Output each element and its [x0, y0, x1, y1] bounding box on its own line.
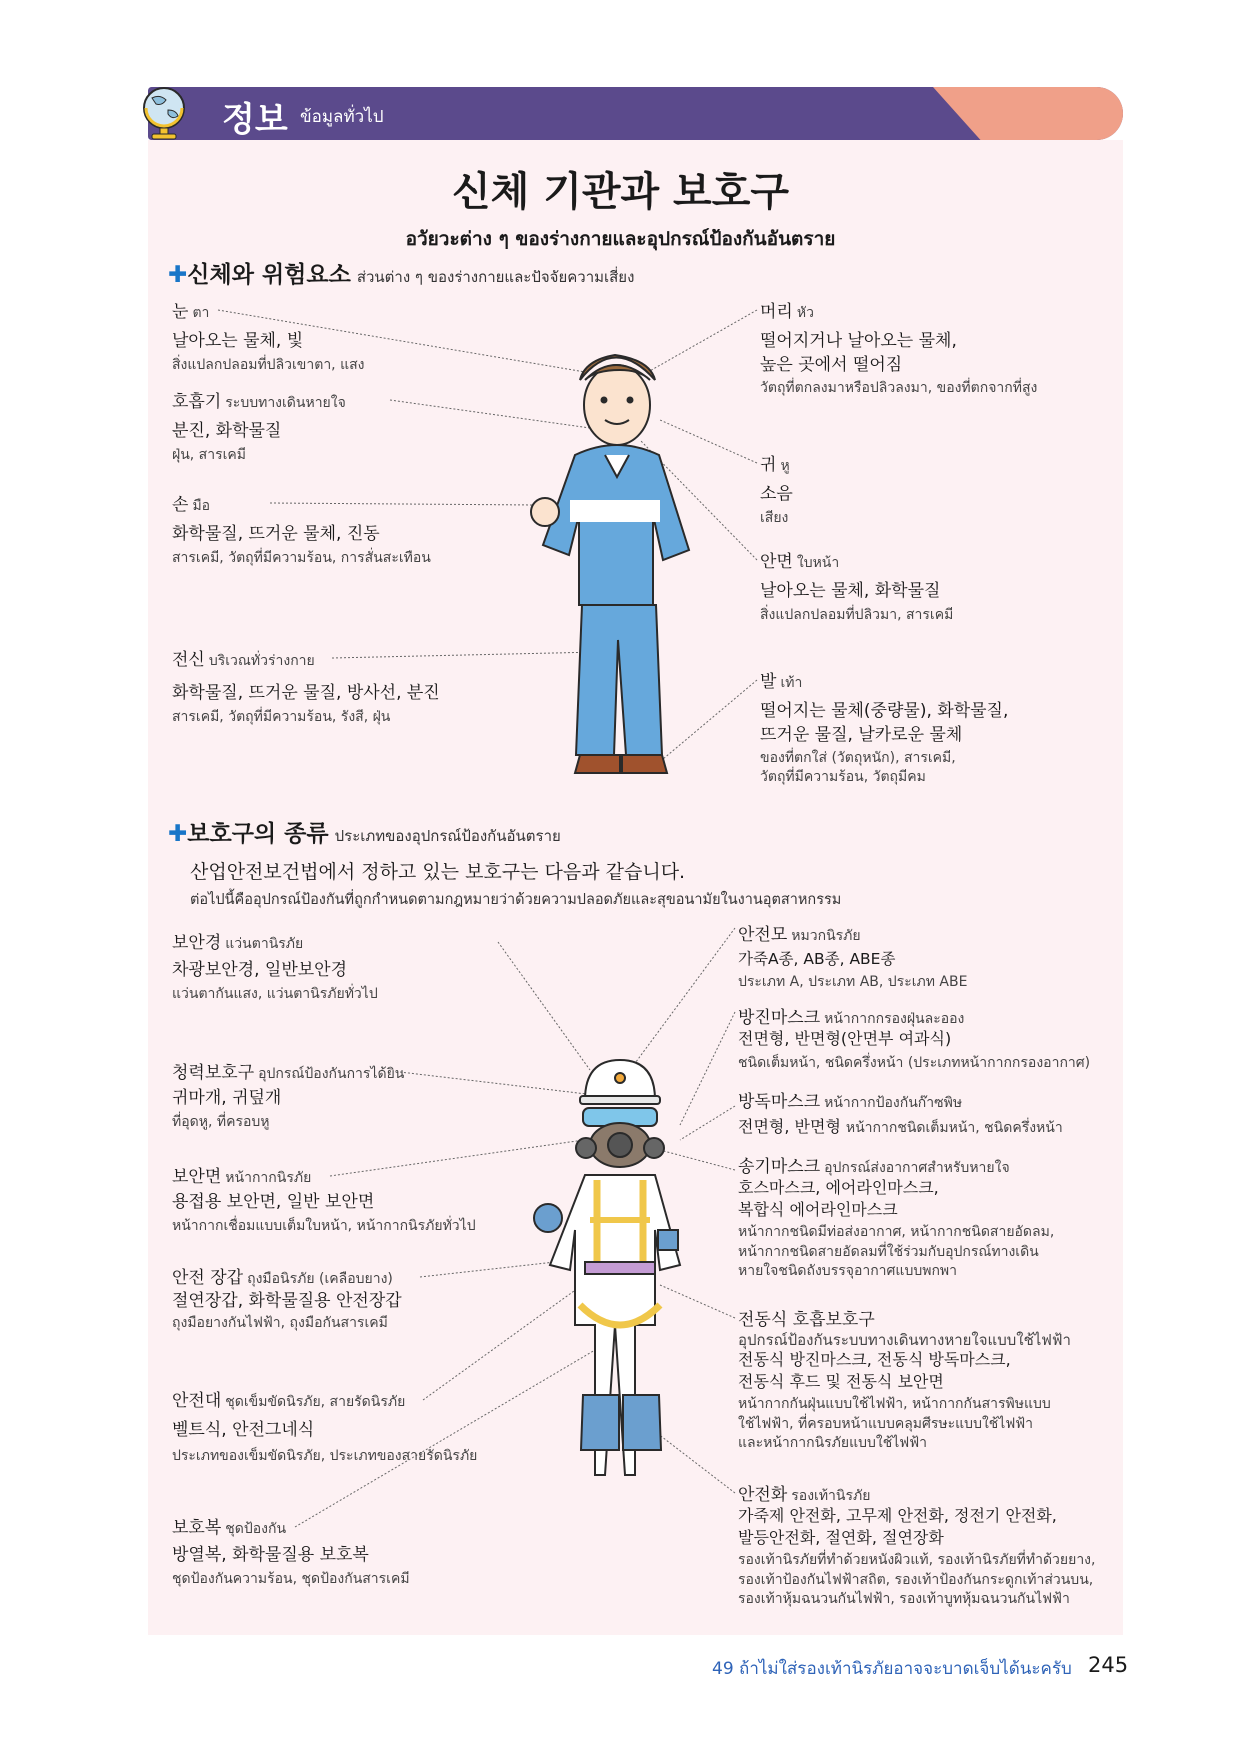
ppe-safety-gloves: 안전 장갑 ถุงมือนิรภัย (เคลือบยาง) 절연장갑, 화학물질용 안전장갑 ถุงมือยางกันไฟฟ้า, ถุงมือกันสารเคมี: [172, 1268, 402, 1331]
ppe-safety-glasses: 보안경 แว่นตานิรภัย 차광보안경, 일반보안경 แว่นตากันแสง, แว่นตานิรภัยทั่วไป: [172, 933, 378, 1002]
hazard-hand: 손 มือ 화학물질, 뜨거운 물체, 진동 สารเคมี, วัตถุที่มีความร้อน, การสั่นสะเทือน: [172, 495, 431, 566]
plus-icon: ✚: [168, 821, 188, 847]
ppe-gas-mask: 방독마스크 หน้ากากป้องกันก๊าซพิษ 전면형, 반면형 หน้ากากชนิดเต็มหน้า, ชนิดครึ่งหน้า: [738, 1092, 1063, 1137]
hazard-ear: 귀 หู 소음 เสียง: [760, 455, 793, 526]
intro-korean: 산업안전보건법에서 정하고 있는 보호구는 다음과 같습니다.: [190, 861, 686, 883]
ppe-hearing-protection: 청력보호구 อุปกรณ์ป้องกันการได้ยิน 귀마개, 귀덮개 ที่อุดหู, ที่ครอบหู: [172, 1063, 405, 1130]
ppe-powered-respirator: 전동식 호흡보호구 อุปกรณ์ป้องกันระบบทางเดินทางหายใจแบบใช้ไฟฟ้า 전동식 방진마스크, 전동식 방독마스크, 전동식 후드 및 전동식 보안면 หน้ากากกันฝุ่นแบบใช้ไฟฟ้า, หน้ากากกันสารพิษแบบ ใช้ไฟฟ้า, ที่ครอบหน้าแบบคลุมศีรษะแบบใช้ไฟฟ้า และหน้ากากนิรภัยแบบใช้ไฟฟ้า: [738, 1310, 1071, 1451]
hazard-face: 안면 ใบหน้า 날아오는 물체, 화학물질 สิ่งแปลกปลอมที่ปลิวมา, สารเคมี: [760, 552, 954, 623]
plus-icon: ✚: [168, 262, 188, 288]
ppe-safety-harness: 안전대 ชุดเข็มขัดนิรภัย, สายรัดนิรภัย 벨트식, 안전그네식 ประเภทของเข็มขัดนิรภัย, ประเภทของสายรัดนิรภัย: [172, 1391, 478, 1464]
page-title: 신체 기관과 보호구: [452, 169, 789, 215]
hazard-whole-body: 전신 บริเวณทั่วร่างกาย 화학물질, 뜨거운 물질, 방사선, 분진 สารเคมี, วัตถุที่มีความร้อน, รังสี, ฝุ่น: [172, 650, 440, 725]
intro-thai: ต่อไปนี้คืออุปกรณ์ป้องกันที่ถูกกำหนดตามกฎหมายว่าด้วยความปลอดภัยและสุขอนามัยในงานอุตสาหกรรม: [190, 892, 842, 908]
section1-heading: ✚신체와 위험요소 ส่วนต่าง ๆ ของร่างกายและปัจจัยความเสี่ยง: [168, 262, 635, 288]
ppe-safety-helmet: 안전모 หมวกนิรภัย 가죽A종, AB종, ABE종 ประเภท A, ประเภท AB, ประเภท ABE: [738, 925, 968, 990]
header-subtitle: ข้อมูลทั่วไป: [300, 107, 384, 127]
footer-note: 49 ถ้าไม่ใส่รองเท้านิรภัยอาจจะบาดเจ็บได้นะครับ: [712, 1659, 1072, 1679]
hazard-foot: 발 เท้า 떨어지는 물체(중량물), 화학물질, 뜨거운 물질, 날카로운 물체 ของที่ตกใส่ (วัตถุหนัก), สารเคมี, วัตถุที่มีความร้อน, วัตถุมีคม: [760, 672, 1009, 786]
hazard-head: 머리 หัว 떨어지거나 날아오는 물체, 높은 곳에서 떨어짐 วัตถุที่ตกลงมาหรือปลิวลงมา, ของที่ตกจากที่สูง: [760, 302, 1038, 396]
hazard-respiratory: 호흡기 ระบบทางเดินหายใจ 분진, 화학물질 ฝุ่น, สารเคมี: [172, 392, 346, 463]
hazard-eye: 눈 ตา 날아오는 물체, 빛 สิ่งแปลกปลอมที่ปลิวเขาตา, แสง: [172, 302, 365, 373]
protected-worker-figure: [534, 1060, 680, 1475]
ppe-supplied-air-mask: 송기마스크 อุปกรณ์ส่งอากาศสำหรับหายใจ 호스마스크, 에어라인마스크, 복합식 에어라인마스크 หน้ากากชนิดมีท่อส่งอากาศ, หน้ากากชนิดสายอัดลม, หน้ากากชนิดสายอัดลมที่ใช้ร่วมกับอุปกรณ์ทางเดิน หายใจชนิดถังบรรจุอากาศแบบพกพา: [738, 1157, 1055, 1280]
ppe-protective-clothing: 보호복 ชุดป้องกัน 방열복, 화학물질용 보호복 ชุดป้องกันความร้อน, ชุดป้องกันสารเคมี: [172, 1518, 410, 1587]
leader-lines: [218, 310, 757, 1527]
ppe-face-shield: 보안면 หน้ากากนิรภัย 용접용 보안면, 일반 보안면 หน้ากากเชื่อมแบบเต็มใบหน้า, หน้ากากนิรภัยทั่วไป: [172, 1167, 476, 1234]
header-title: 정보: [222, 100, 288, 140]
ppe-dust-mask: 방진마스크 หน้ากากกรองฝุ่นละออง 전면형, 반면형(안면부 여과식) ชนิดเต็มหน้า, ชนิดครึ่งหน้า (ประเภทหน้ากากกรองอากาศ): [738, 1008, 1091, 1072]
page-subtitle: อวัยวะต่าง ๆ ของร่างกายและอุปกรณ์ป้องกันอันตราย: [405, 228, 836, 250]
section2-heading: ✚보호구의 종류 ประเภทของอุปกรณ์ป้องกันอันตราย: [168, 821, 561, 847]
page-number: 245: [1088, 1653, 1129, 1677]
ppe-safety-shoes: 안전화 รองเท้านิรภัย 가죽제 안전화, 고무제 안전화, 정전기 안전화, 발등안전화, 절연화, 절연장화 รองเท้านิรภัยที่ทำด้วยหนังผิวแท้, รองเท้านิรภัยที่ทำด้วยยาง, รองเท้าป้องกันไฟฟ้าสถิต, รองเท้าป้องกันกระดูกเท้าส่วนบน, รองเท้าหุ้มฉนวนกันไฟฟ้า, รองเท้าบูทหุ้มฉนวนกันไฟฟ้า: [738, 1485, 1096, 1608]
worker-figure: [531, 355, 689, 773]
